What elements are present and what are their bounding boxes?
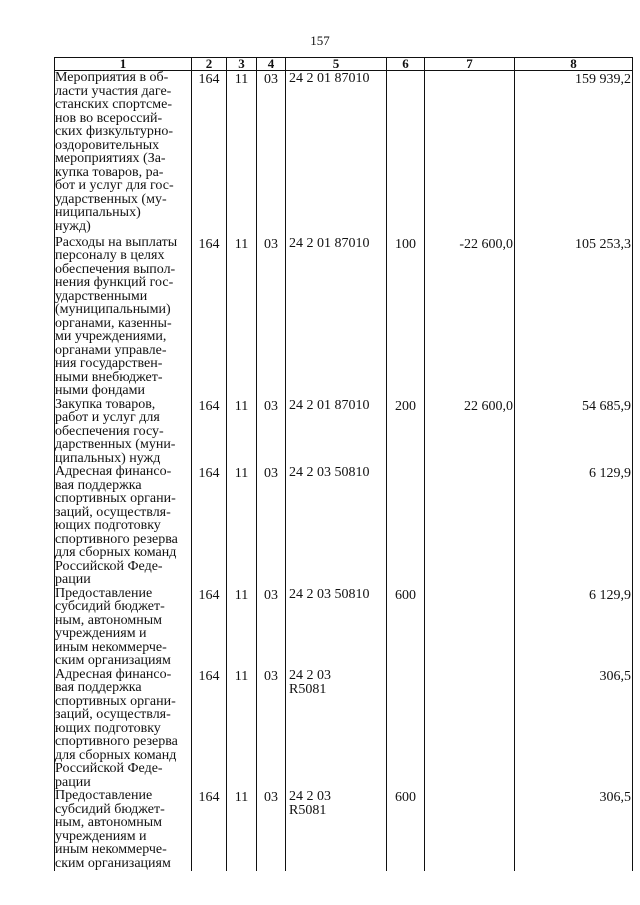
amendment-amount xyxy=(425,668,515,790)
amendment-amount: -22 600,0 xyxy=(425,236,515,398)
subsection-code: 03 xyxy=(257,236,286,398)
total-amount: 105 253,3 xyxy=(515,236,633,398)
ministry-code: 164 xyxy=(192,71,227,236)
amendment-amount xyxy=(425,587,515,668)
total-amount: 6 129,9 xyxy=(515,465,633,587)
ministry-code: 164 xyxy=(192,668,227,790)
target-article-code: 24 2 01 87010 xyxy=(286,71,387,236)
expense-type-code: 600 xyxy=(387,789,425,871)
expense-item-name: Предоставление субсидий бюджет- ным, автономным учреждениям и иным некоммерче- ским организациям xyxy=(55,789,192,871)
target-article-code: 24 2 03 R5081 xyxy=(286,668,387,790)
table-row xyxy=(55,587,633,668)
section-code: 11 xyxy=(227,587,257,668)
target-article-code: 24 2 01 87010 xyxy=(286,236,387,398)
column-header: 1 xyxy=(55,58,192,71)
table-row xyxy=(55,236,633,398)
column-header: 8 xyxy=(515,58,633,71)
column-header: 6 xyxy=(387,58,425,71)
expense-item-name: Расходы на выплаты персоналу в целях обеспечения выпол- нения функций гос- ударственными (муниципальными) органами, казенны- ми учреждениями, органами управле- ния государствен- ными внебюджет- ными фондами xyxy=(55,236,192,398)
expense-item-name: Мероприятия в об- ласти участия даге- станских спортсме- нов во всероссий- ских физкультурно- оздоровительных мероприятиях (За- купка товаров, ра- бот и услуг для гос- ударственных (му- ниципальных) нужд) xyxy=(55,71,192,236)
section-code: 11 xyxy=(227,398,257,466)
column-header: 7 xyxy=(425,58,515,71)
table-row xyxy=(55,789,633,871)
section-code: 11 xyxy=(227,789,257,871)
ministry-code: 164 xyxy=(192,236,227,398)
subsection-code: 03 xyxy=(257,789,286,871)
section-code: 11 xyxy=(227,465,257,587)
amendment-amount xyxy=(425,465,515,587)
target-article-code: 24 2 03 50810 xyxy=(286,587,387,668)
total-amount: 54 685,9 xyxy=(515,398,633,466)
expense-item-name: Адресная финансо- вая поддержка спортивных органи- заций, осуществля- ющих подготовку спортивного резерва для сборных команд Российской Феде- рации xyxy=(55,668,192,790)
total-amount: 159 939,2 xyxy=(515,71,633,236)
amendment-amount xyxy=(425,71,515,236)
expense-type-code xyxy=(387,668,425,790)
ministry-code: 164 xyxy=(192,587,227,668)
subsection-code: 03 xyxy=(257,465,286,587)
expense-type-code xyxy=(387,71,425,236)
section-code: 11 xyxy=(227,71,257,236)
amendment-amount xyxy=(425,789,515,871)
total-amount: 306,5 xyxy=(515,668,633,790)
total-amount: 306,5 xyxy=(515,789,633,871)
ministry-code: 164 xyxy=(192,398,227,466)
section-code: 11 xyxy=(227,236,257,398)
table-row xyxy=(55,465,633,587)
column-header: 5 xyxy=(286,58,387,71)
table-row xyxy=(55,668,633,790)
column-header: 3 xyxy=(227,58,257,71)
subsection-code: 03 xyxy=(257,71,286,236)
column-header: 2 xyxy=(192,58,227,71)
amendment-amount: 22 600,0 xyxy=(425,398,515,466)
expense-type-code xyxy=(387,465,425,587)
table-row xyxy=(55,71,633,236)
expense-item-name: Предоставление субсидий бюджет- ным, автономным учреждениям и иным некоммерче- ским организациям xyxy=(55,587,192,668)
expense-type-code: 200 xyxy=(387,398,425,466)
subsection-code: 03 xyxy=(257,587,286,668)
budget-table xyxy=(54,57,633,871)
subsection-code: 03 xyxy=(257,398,286,466)
ministry-code: 164 xyxy=(192,465,227,587)
page-number: 157 xyxy=(310,33,330,48)
expense-item-name: Закупка товаров, работ и услуг для обеспечения госу- дарственных (муни- ципальных) нужд xyxy=(55,398,192,466)
target-article-code: 24 2 01 87010 xyxy=(286,398,387,466)
table-header-row xyxy=(55,58,633,71)
expense-item-name: Адресная финансо- вая поддержка спортивных органи- заций, осуществля- ющих подготовку спортивного резерва для сборных команд Российской Феде- рации xyxy=(55,465,192,587)
total-amount: 6 129,9 xyxy=(515,587,633,668)
subsection-code: 03 xyxy=(257,668,286,790)
table-row xyxy=(55,398,633,466)
expense-type-code: 600 xyxy=(387,587,425,668)
section-code: 11 xyxy=(227,668,257,790)
column-header: 4 xyxy=(257,58,286,71)
target-article-code: 24 2 03 R5081 xyxy=(286,789,387,871)
table-body xyxy=(55,71,633,872)
expense-type-code: 100 xyxy=(387,236,425,398)
ministry-code: 164 xyxy=(192,789,227,871)
target-article-code: 24 2 03 50810 xyxy=(286,465,387,587)
